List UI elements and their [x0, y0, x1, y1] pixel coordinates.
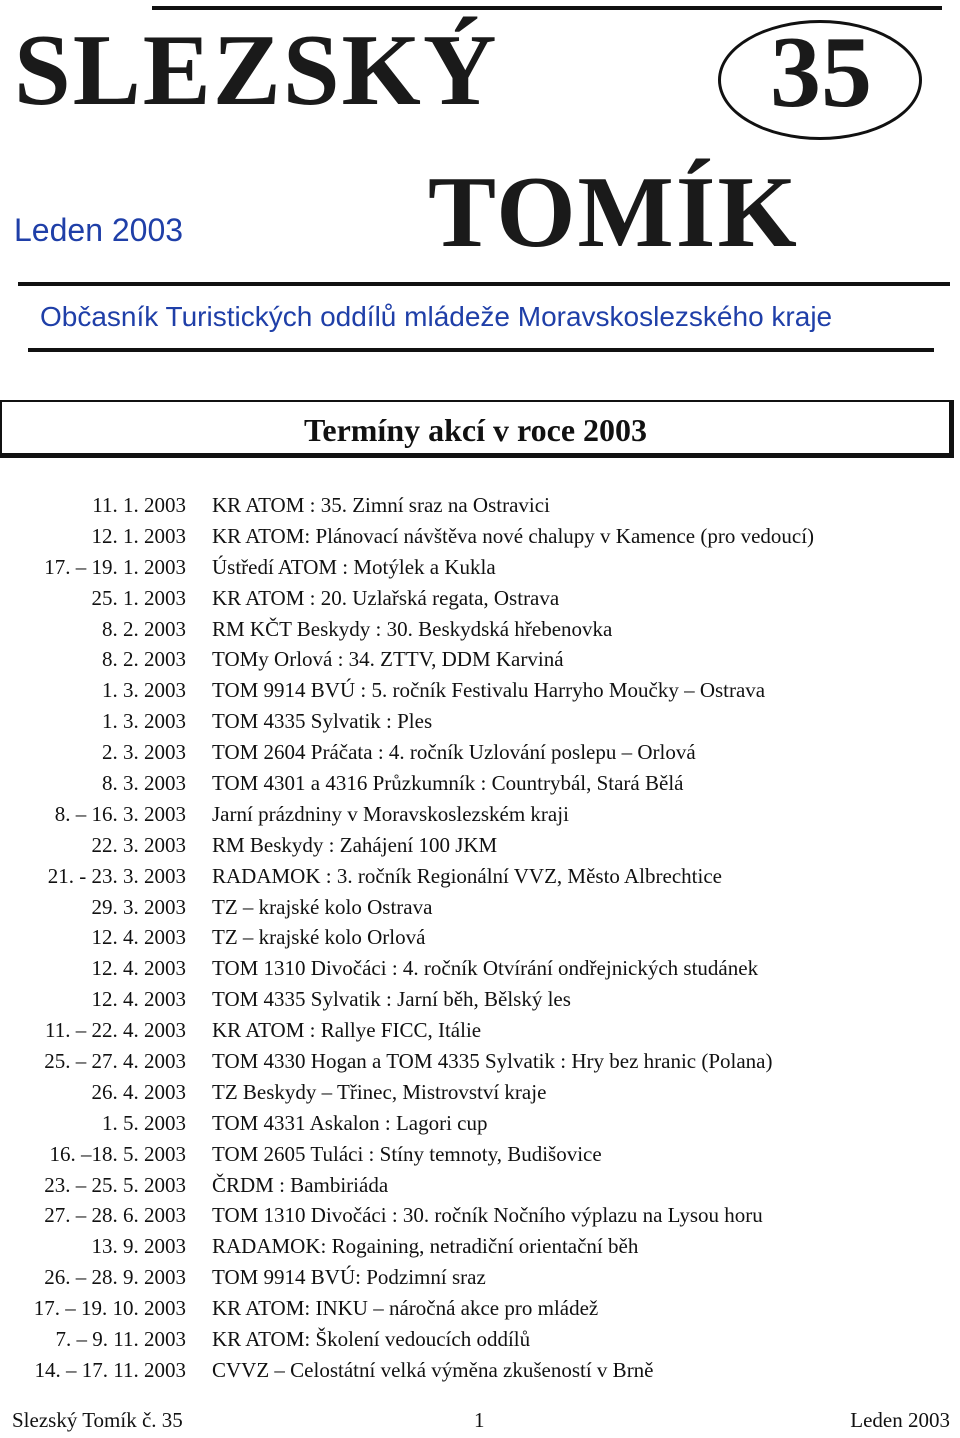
masthead-subtitle: Občasník Turistických oddílů mládeže Moravskoslezského kraje	[40, 301, 833, 332]
footer-publication: Slezský Tomík č. 35	[12, 1408, 183, 1432]
event-title: RM Beskydy : Zahájení 100 JKM	[212, 832, 498, 857]
top-rule	[152, 6, 942, 10]
masthead-title-word2: TOMÍK	[428, 156, 799, 269]
event-title: TOM 2604 Práčata : 4. ročník Uzlování poslepu – Orlová	[212, 740, 696, 765]
event-row	[0, 552, 960, 583]
event-title: TOM 4330 Hogan a TOM 4335 Sylvatik : Hry bez hranic (Polana)	[212, 1049, 773, 1074]
event-row	[0, 1262, 960, 1293]
event-title: Ústředí ATOM : Motýlek a Kukla	[212, 554, 496, 579]
event-list	[0, 490, 960, 1386]
event-title: TOM 1310 Divočáci : 30. ročník Nočního výplazu na Lysou horu	[212, 1203, 763, 1228]
event-date: 12. 4. 2003	[91, 987, 186, 1012]
event-row	[0, 521, 960, 552]
event-row	[0, 1077, 960, 1108]
event-row	[0, 830, 960, 861]
event-row	[0, 614, 960, 645]
event-date: 8. 2. 2003	[102, 616, 186, 641]
event-date: 17. – 19. 1. 2003	[44, 554, 186, 579]
event-row	[0, 1046, 960, 1077]
event-date: 12. 4. 2003	[91, 956, 186, 981]
event-date: 1. 3. 2003	[102, 678, 186, 703]
event-date: 2. 3. 2003	[102, 740, 186, 765]
event-row	[0, 1324, 960, 1355]
event-date: 7. – 9. 11. 2003	[55, 1327, 186, 1352]
event-date: 16. –18. 5. 2003	[49, 1141, 186, 1166]
event-date: 25. 1. 2003	[91, 585, 186, 610]
section-title: Termíny akcí v roce 2003	[303, 412, 648, 448]
event-row	[0, 984, 960, 1015]
divider-rule	[28, 348, 934, 352]
event-title: TOM 9914 BVÚ: Podzimní sraz	[212, 1265, 486, 1290]
event-title: TOM 9914 BVÚ : 5. ročník Festivalu Harryho Moučky – Ostrava	[212, 678, 766, 703]
event-date: 11. – 22. 4. 2003	[45, 1018, 186, 1043]
event-date: 29. 3. 2003	[91, 894, 186, 919]
event-date: 12. 4. 2003	[91, 925, 186, 950]
event-title: RADAMOK : 3. ročník Regionální VVZ, Město Albrechtice	[212, 863, 722, 888]
event-date: 27. – 28. 6. 2003	[44, 1203, 186, 1228]
footer-page-number: 1	[474, 1408, 485, 1432]
event-title: KR ATOM: Školení vedoucích oddílů	[212, 1327, 531, 1352]
event-row	[0, 922, 960, 953]
event-date: 8. 2. 2003	[102, 647, 186, 672]
event-date: 8. – 16. 3. 2003	[54, 801, 186, 826]
event-row	[0, 1231, 960, 1262]
event-date: 23. – 25. 5. 2003	[44, 1172, 186, 1197]
event-row	[0, 706, 960, 737]
event-title: TZ Beskydy – Třinec, Mistrovství kraje	[212, 1079, 547, 1104]
event-date: 26. – 28. 9. 2003	[44, 1265, 186, 1290]
event-title: TOM 1310 Divočáci : 4. ročník Otvírání ondřejnických studánek	[212, 956, 759, 981]
event-date: 21. - 23. 3. 2003	[47, 863, 186, 888]
event-title: ČRDM : Bambiriáda	[212, 1172, 389, 1197]
event-date: 26. 4. 2003	[91, 1079, 186, 1104]
event-date: 1. 3. 2003	[102, 709, 186, 734]
event-title: KR ATOM: Plánovací návštěva nové chalupy v Kamence (pro vedoucí)	[212, 523, 815, 548]
event-row	[0, 768, 960, 799]
event-row	[0, 1139, 960, 1170]
event-row	[0, 892, 960, 923]
event-date: 13. 9. 2003	[91, 1234, 186, 1259]
event-title: TOMy Orlová : 34. ZTTV, DDM Karviná	[212, 647, 564, 672]
event-title: KR ATOM : 20. Uzlařská regata, Ostrava	[212, 585, 560, 610]
event-title: KR ATOM : Rallye FICC, Itálie	[212, 1018, 482, 1043]
issue-number: 35	[770, 16, 872, 129]
event-row	[0, 490, 960, 521]
event-date: 22. 3. 2003	[91, 832, 186, 857]
event-row	[0, 675, 960, 706]
event-date: 17. – 19. 10. 2003	[33, 1296, 186, 1321]
event-title: TZ – krajské kolo Ostrava	[212, 894, 433, 919]
event-title: KR ATOM : 35. Zimní sraz na Ostravici	[212, 493, 550, 517]
event-title: RADAMOK: Rogaining, netradiční orientační běh	[212, 1234, 639, 1259]
event-date: 12. 1. 2003	[91, 523, 186, 548]
event-row	[0, 1293, 960, 1324]
event-row	[0, 1015, 960, 1046]
event-title: RM KČT Beskydy : 30. Beskydská hřebenovka	[212, 616, 613, 641]
section-heading-box	[0, 400, 954, 458]
event-row	[0, 737, 960, 768]
event-title: Jarní prázdniny v Moravskoslezském kraji	[212, 801, 569, 826]
event-date: 8. 3. 2003	[102, 771, 186, 796]
event-title: KR ATOM: INKU – náročná akce pro mládež	[212, 1296, 599, 1321]
event-date: 25. – 27. 4. 2003	[44, 1049, 186, 1074]
event-title: TZ – krajské kolo Orlová	[212, 925, 426, 950]
event-row	[0, 583, 960, 614]
footer-date: Leden 2003	[850, 1408, 950, 1432]
event-title: TOM 4335 Sylvatik : Jarní běh, Bělský les	[212, 987, 571, 1012]
event-title: TOM 4335 Sylvatik : Ples	[212, 709, 433, 734]
event-row	[0, 1170, 960, 1201]
event-date: 11. 1. 2003	[92, 493, 186, 517]
event-date: 1. 5. 2003	[102, 1110, 186, 1135]
divider-rule	[18, 282, 950, 286]
masthead-title-word1: SLEZSKÝ	[14, 14, 499, 127]
event-row	[0, 861, 960, 892]
event-date: 14. – 17. 11. 2003	[34, 1357, 186, 1382]
event-row	[0, 1108, 960, 1139]
event-title: CVVZ – Celostátní velká výměna zkušeností v Brně	[212, 1357, 654, 1382]
event-row	[0, 953, 960, 984]
event-title: TOM 4301 a 4316 Průzkumník : Countrybál, Stará Bělá	[212, 771, 684, 796]
event-title: TOM 2605 Tuláci : Stíny temnoty, Budišovice	[212, 1141, 602, 1166]
event-title: TOM 4331 Askalon : Lagori cup	[212, 1110, 488, 1135]
event-row	[0, 644, 960, 675]
event-row	[0, 1355, 960, 1386]
event-row	[0, 1200, 960, 1231]
event-row	[0, 799, 960, 830]
issue-date: Leden 2003	[14, 212, 184, 248]
